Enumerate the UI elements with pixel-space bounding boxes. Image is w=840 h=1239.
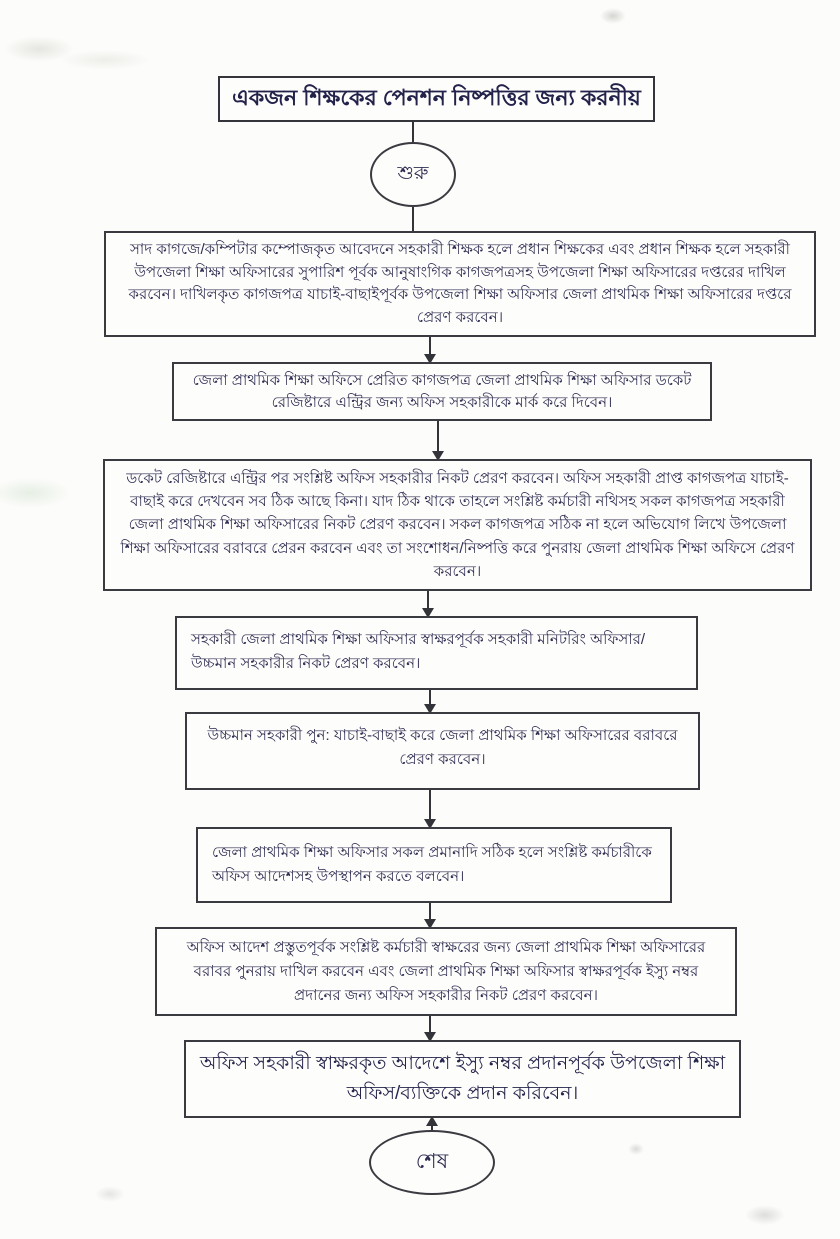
- step-box-8: অফিস সহকারী স্বাক্ষরকৃত আদেশে ইস্যু নম্বর প্রদানপূর্বক উপজেলা শিক্ষা অফিস/ব্যক্তিকে প্রদান করিবেন।: [184, 1040, 741, 1118]
- scan-smudge: [95, 1186, 125, 1202]
- connector-arrow: [429, 1016, 431, 1040]
- connector-arrow: [429, 337, 431, 362]
- scan-smudge: [60, 50, 150, 70]
- connector-line: [412, 207, 414, 231]
- scan-smudge: [745, 1205, 785, 1225]
- connector-arrow: [427, 591, 429, 616]
- step-box-5: উচ্চমান সহকারী পুন: যাচাই-বাছাই করে জেলা প্রাথমিক শিক্ষা অফিসারের বরাবরে প্রেরণ করবেন।: [185, 712, 700, 790]
- scan-smudge: [600, 8, 626, 24]
- connector-arrow: [429, 790, 431, 827]
- connector-arrow: [437, 421, 439, 459]
- step-box-7: অফিস আদেশ প্রস্তুতপূর্বক সংশ্লিষ্ট কর্মচারী স্বাক্ষরের জন্য জেলা প্রাথমিক শিক্ষা অফিসারের বরাবর পুনরায় দাখিল করবেন এবং জেলা প্রাথমিক শিক্ষা অফিসার স্বাক্ষরপূর্বক ইস্যু নম্বর প্রদানের জন্য অফিস সহকারীর নিকট প্রেরণ করবেন।: [155, 927, 737, 1016]
- connector-arrow: [431, 1118, 433, 1130]
- step-box-1: সাদ কাগজে/কম্পিটার কম্পোজকৃত আবেদনে সহকারী শিক্ষক হলে প্রধান শিক্ষকের এবং প্রধান শিক্ষক হলে সহকারী উপজেলা শিক্ষা অফিসারের সুপারিশ পূর্বক আনুষাংগিক কাগজপত্রসহ উপজেলা শিক্ষা অফিসারের দপ্তরের দাখিল করবেন। দাখিলকৃত কাগজপত্র যাচাই-বাছাইপূর্বক উপজেলা শিক্ষা অফিসার জেলা প্রাথমিক শিক্ষা অফিসারের দপ্তরে প্রেরণ করবেন।: [104, 231, 816, 337]
- start-terminator: শুরু: [370, 142, 456, 207]
- scan-smudge: [0, 478, 70, 508]
- connector-arrow: [429, 690, 431, 712]
- step-box-4: সহকারী জেলা প্রাথমিক শিক্ষা অফিসার স্বাক্ষরপূর্বক সহকারী মনিটরিং অফিসার/উচ্চমান সহকারীর নিকট প্রেরণ করবেন।: [175, 616, 698, 690]
- scan-smudge: [4, 36, 74, 62]
- end-terminator: শেষ: [369, 1130, 495, 1195]
- step-box-6: জেলা প্রাথমিক শিক্ষা অফিসার সকল প্রমানাদি সঠিক হলে সংশ্লিষ্ট কর্মচারীকে অফিস আদেশসহ উপস্থাপন করতে বলবেন।: [196, 827, 672, 903]
- flowchart-title: একজন শিক্ষকের পেনশন নিষ্পত্তির জন্য করনীয়: [218, 76, 655, 122]
- scan-smudge: [628, 1143, 644, 1155]
- step-box-2: জেলা প্রাথমিক শিক্ষা অফিসে প্রেরিত কাগজপত্র জেলা প্রাথমিক শিক্ষা অফিসার ডকেট রেজিষ্টারে এন্ট্রির জন্য অফিস সহকারীকে মার্ক করে দিবেন।: [172, 362, 712, 421]
- connector-arrow: [429, 903, 431, 927]
- step-box-3: ডকেট রেজিষ্টারে এন্ট্রির পর সংশ্লিষ্ট অফিস সহকারীর নিকট প্রেরণ করবেন। অফিস সহকারী প্রাপ্ত কাগজপত্র যাচাই-বাছাই করে দেখবেন সব ঠিক আছে কিনা। যাদ ঠিক থাকে তাহলে সংশ্লিষ্ট কর্মচারী নথিসহ সকল কাগজপত্র সহকারী জেলা প্রাথমিক শিক্ষা অফিসারের নিকট প্রেরণ করবেন। সকল কাগজপত্র সঠিক না হলে অভিযোগ লিখে উপজেলা শিক্ষা অফিসারের বরাবরে প্রেরন করবেন এবং তা সংশোধন/নিষ্পত্তি করে পুনরায় জেলা প্রাথমিক শিক্ষা অফিসে প্রেরণ করবেন।: [103, 459, 812, 591]
- connector-line: [412, 122, 414, 142]
